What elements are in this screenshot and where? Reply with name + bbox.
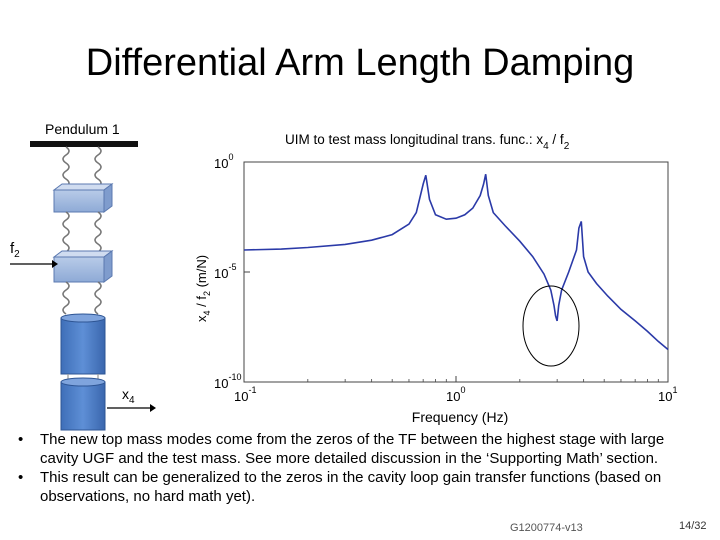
tf-series-line: [244, 174, 668, 349]
y-tick-label: $10^{-10}$: [214, 372, 242, 391]
x-axis-label: Frequency (Hz): [411, 409, 509, 425]
zero-highlight-circle: [523, 286, 579, 366]
bullet-item: • This result can be generalized to the zeros in the cavity loop gain transfer functions (based on observations, no hard math yet).: [18, 469, 662, 505]
x-tick-label: $10^1$: [658, 385, 678, 404]
y-axis-label: $x_4 / f_2$ (m/N): [194, 254, 212, 322]
slide-title: Differential Arm Length Damping: [85, 42, 635, 84]
document-id: G1200774-v13: [510, 522, 583, 534]
page-number: 14/32: [679, 520, 707, 532]
pendulum-label: Pendulum 1: [45, 121, 120, 137]
plot-frame: [244, 162, 668, 382]
bullet-list: [18, 430, 698, 506]
y-tick-label: $10^{-5}$: [214, 262, 237, 281]
x-tick-label: $10^0$: [446, 385, 466, 404]
bullet-item: • The new top mass modes come from the zeros of the TF between the highest stage with large cavity UGF and the test mass. See more detailed discussion in the ‘Supporting Math’ section.: [18, 431, 665, 467]
x-tick-label: $10^{-1}$: [234, 385, 257, 404]
chart-title: UIM to test mass longitudinal trans. func.: $x_4 / f_2$: [285, 132, 570, 152]
displacement-label: $x_4$: [122, 386, 135, 406]
y-tick-label: $10^0$: [214, 152, 234, 171]
force-label: $f_2$: [10, 240, 20, 260]
